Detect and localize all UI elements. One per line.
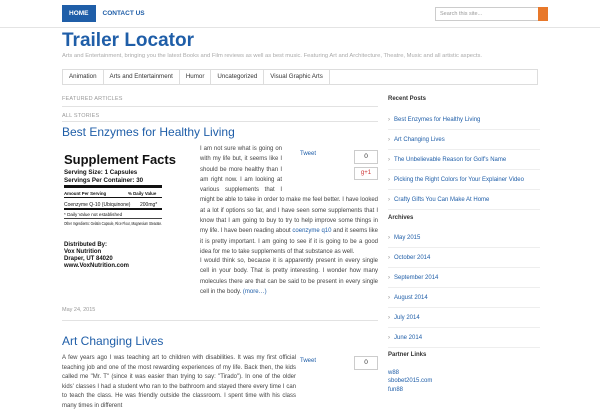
share-count-2: 0 [354, 356, 378, 370]
archives-list [388, 228, 540, 348]
recent-posts-list [388, 110, 540, 210]
category-visual-graphic-arts[interactable]: Visual Graphic Arts [264, 70, 330, 84]
coenzyme-link[interactable]: coenzyme q10 [292, 228, 332, 235]
post-excerpt-art: A few years ago I was teaching art to children with disabilities. It was my first official teaching job and one of the most rewarding experiences of my life. Back then, the kids called me "Mr. T" (since it was easier than trying to say: "Tirado"). In one of the older kids' classes I had a student who ran to the bathroom and stayed there every time I can to teach the class. He was friendly outside the classroom. I spent time with his class many times in different [62, 355, 296, 409]
post-text: I am not sure what is going on with my life but, it seems like I should be more healthy than I am right now. I am looking at various supplements that I might be able to take in order to make me feel better. I have looked at a lot if options so far, and I have seen some supplements that I know that I am going to buy to try to help improve some things in my life. I have been reading about [200, 146, 378, 235]
archive-item[interactable]: › September 2014 [388, 268, 540, 288]
recent-post-item[interactable]: › Crafty Gifts You Can Make At Home [388, 190, 540, 210]
nav-contact-link[interactable]: CONTACT US [102, 10, 145, 17]
featured-articles-label: FEATURED ARTICLES [62, 96, 123, 102]
post-excerpt-paragraph-2 [200, 256, 378, 297]
supplement-distributor: Vox Nutrition [64, 249, 102, 255]
archive-item[interactable]: › October 2014 [388, 248, 540, 268]
supplement-facts-image [62, 150, 190, 274]
all-stories-label: ALL STORIES [62, 113, 100, 119]
sidebar-recent-posts-title: Recent Posts [388, 96, 427, 102]
recent-post-item[interactable]: › The Unbelievable Reason for Golf's Name [388, 150, 540, 170]
sidebar-archives-title: Archives [388, 215, 414, 221]
recent-post-item[interactable]: › Best Enzymes for Healthy Living [388, 110, 540, 130]
archive-item[interactable]: › August 2014 [388, 288, 540, 308]
supplement-distributed-by: Distributed By: [64, 242, 108, 248]
search-input[interactable]: Search this site... [435, 7, 539, 21]
nav-home-link[interactable]: HOME [62, 5, 96, 22]
post-date: May 24, 2015 [62, 307, 96, 313]
top-nav [62, 5, 152, 22]
google-plus-button[interactable]: g+1 [354, 167, 378, 180]
supplement-dv-label: % Daily Value [128, 191, 157, 196]
divider [62, 106, 378, 107]
archive-item[interactable]: › May 2015 [388, 228, 540, 248]
post-title-art-changing-lives[interactable]: Art Changing Lives [62, 334, 164, 348]
partner-link[interactable]: sbobet2015.com [388, 378, 433, 385]
supplement-servings: Servings Per Container: 30 [64, 177, 144, 184]
share-count: 0 [354, 150, 378, 164]
top-bar [0, 0, 600, 28]
supplement-amount-label: Amount Per Serving [64, 191, 107, 196]
category-animation[interactable]: Animation [63, 70, 104, 84]
supplement-heading: Supplement Facts [64, 152, 176, 167]
recent-post-item[interactable]: › Picking the Right Colors for Your Explainer Video [388, 170, 540, 190]
category-arts-entertainment[interactable]: Arts and Entertainment [104, 70, 180, 84]
category-humor[interactable]: Humor [180, 70, 212, 84]
read-more-link[interactable]: (more…) [242, 288, 267, 295]
supplement-city: Draper, UT 84020 [64, 256, 113, 262]
post-excerpt-paragraph [200, 144, 378, 257]
sidebar-partner-links-title: Partner Links [388, 352, 427, 358]
site-tagline: Arts and Entertainment, bringing you the latest Books and Film reviews as well as best music. Featuring Art and Architecture, Theatre, Music and all artistic aspects. [62, 53, 483, 59]
archive-item[interactable]: › July 2014 [388, 308, 540, 328]
tweet-button-2[interactable]: Tweet [300, 358, 317, 364]
supplement-other-ingredients: Other Ingredients: Gelatin Capsule, Rice Flour, Magnesium Stearate. [64, 221, 162, 226]
search-button[interactable] [538, 7, 548, 21]
category-uncategorized[interactable]: Uncategorized [211, 70, 264, 84]
tweet-button[interactable]: Tweet [300, 151, 317, 157]
partner-link[interactable]: fun88 [388, 386, 404, 393]
supplement-ingredient-amount: 200mg* [140, 202, 158, 208]
supplement-ingredient: Coenzyme Q-10 (Ubiquinone) [64, 202, 131, 208]
post-text: and it seems like it is pretty important. I am going to see if it is going to be a good idea for me to take supplements of that substance as well. [200, 228, 379, 255]
category-nav [62, 69, 538, 85]
divider [62, 320, 378, 321]
supplement-website: www.VoxNutrition.com [64, 263, 130, 269]
supplement-serving-size: Serving Size: 1 Capsules [64, 169, 138, 176]
post-text: I would think so, because it is apparently present in every single cell in your body. That is pretty interesting. I wonder how many molecules there are that can be said to be present in every single cell in the body. [200, 258, 378, 295]
divider [62, 121, 378, 122]
post-title-enzymes[interactable]: Best Enzymes for Healthy Living [62, 125, 235, 139]
partner-link[interactable]: w88 [388, 370, 400, 376]
archive-item[interactable]: › June 2014 [388, 328, 540, 348]
site-title[interactable]: Trailer Locator [62, 30, 194, 51]
partner-links-list [388, 369, 432, 394]
supplement-footnote: * Daily Value not established [64, 212, 123, 217]
recent-post-item[interactable]: › Art Changing Lives [388, 130, 540, 150]
